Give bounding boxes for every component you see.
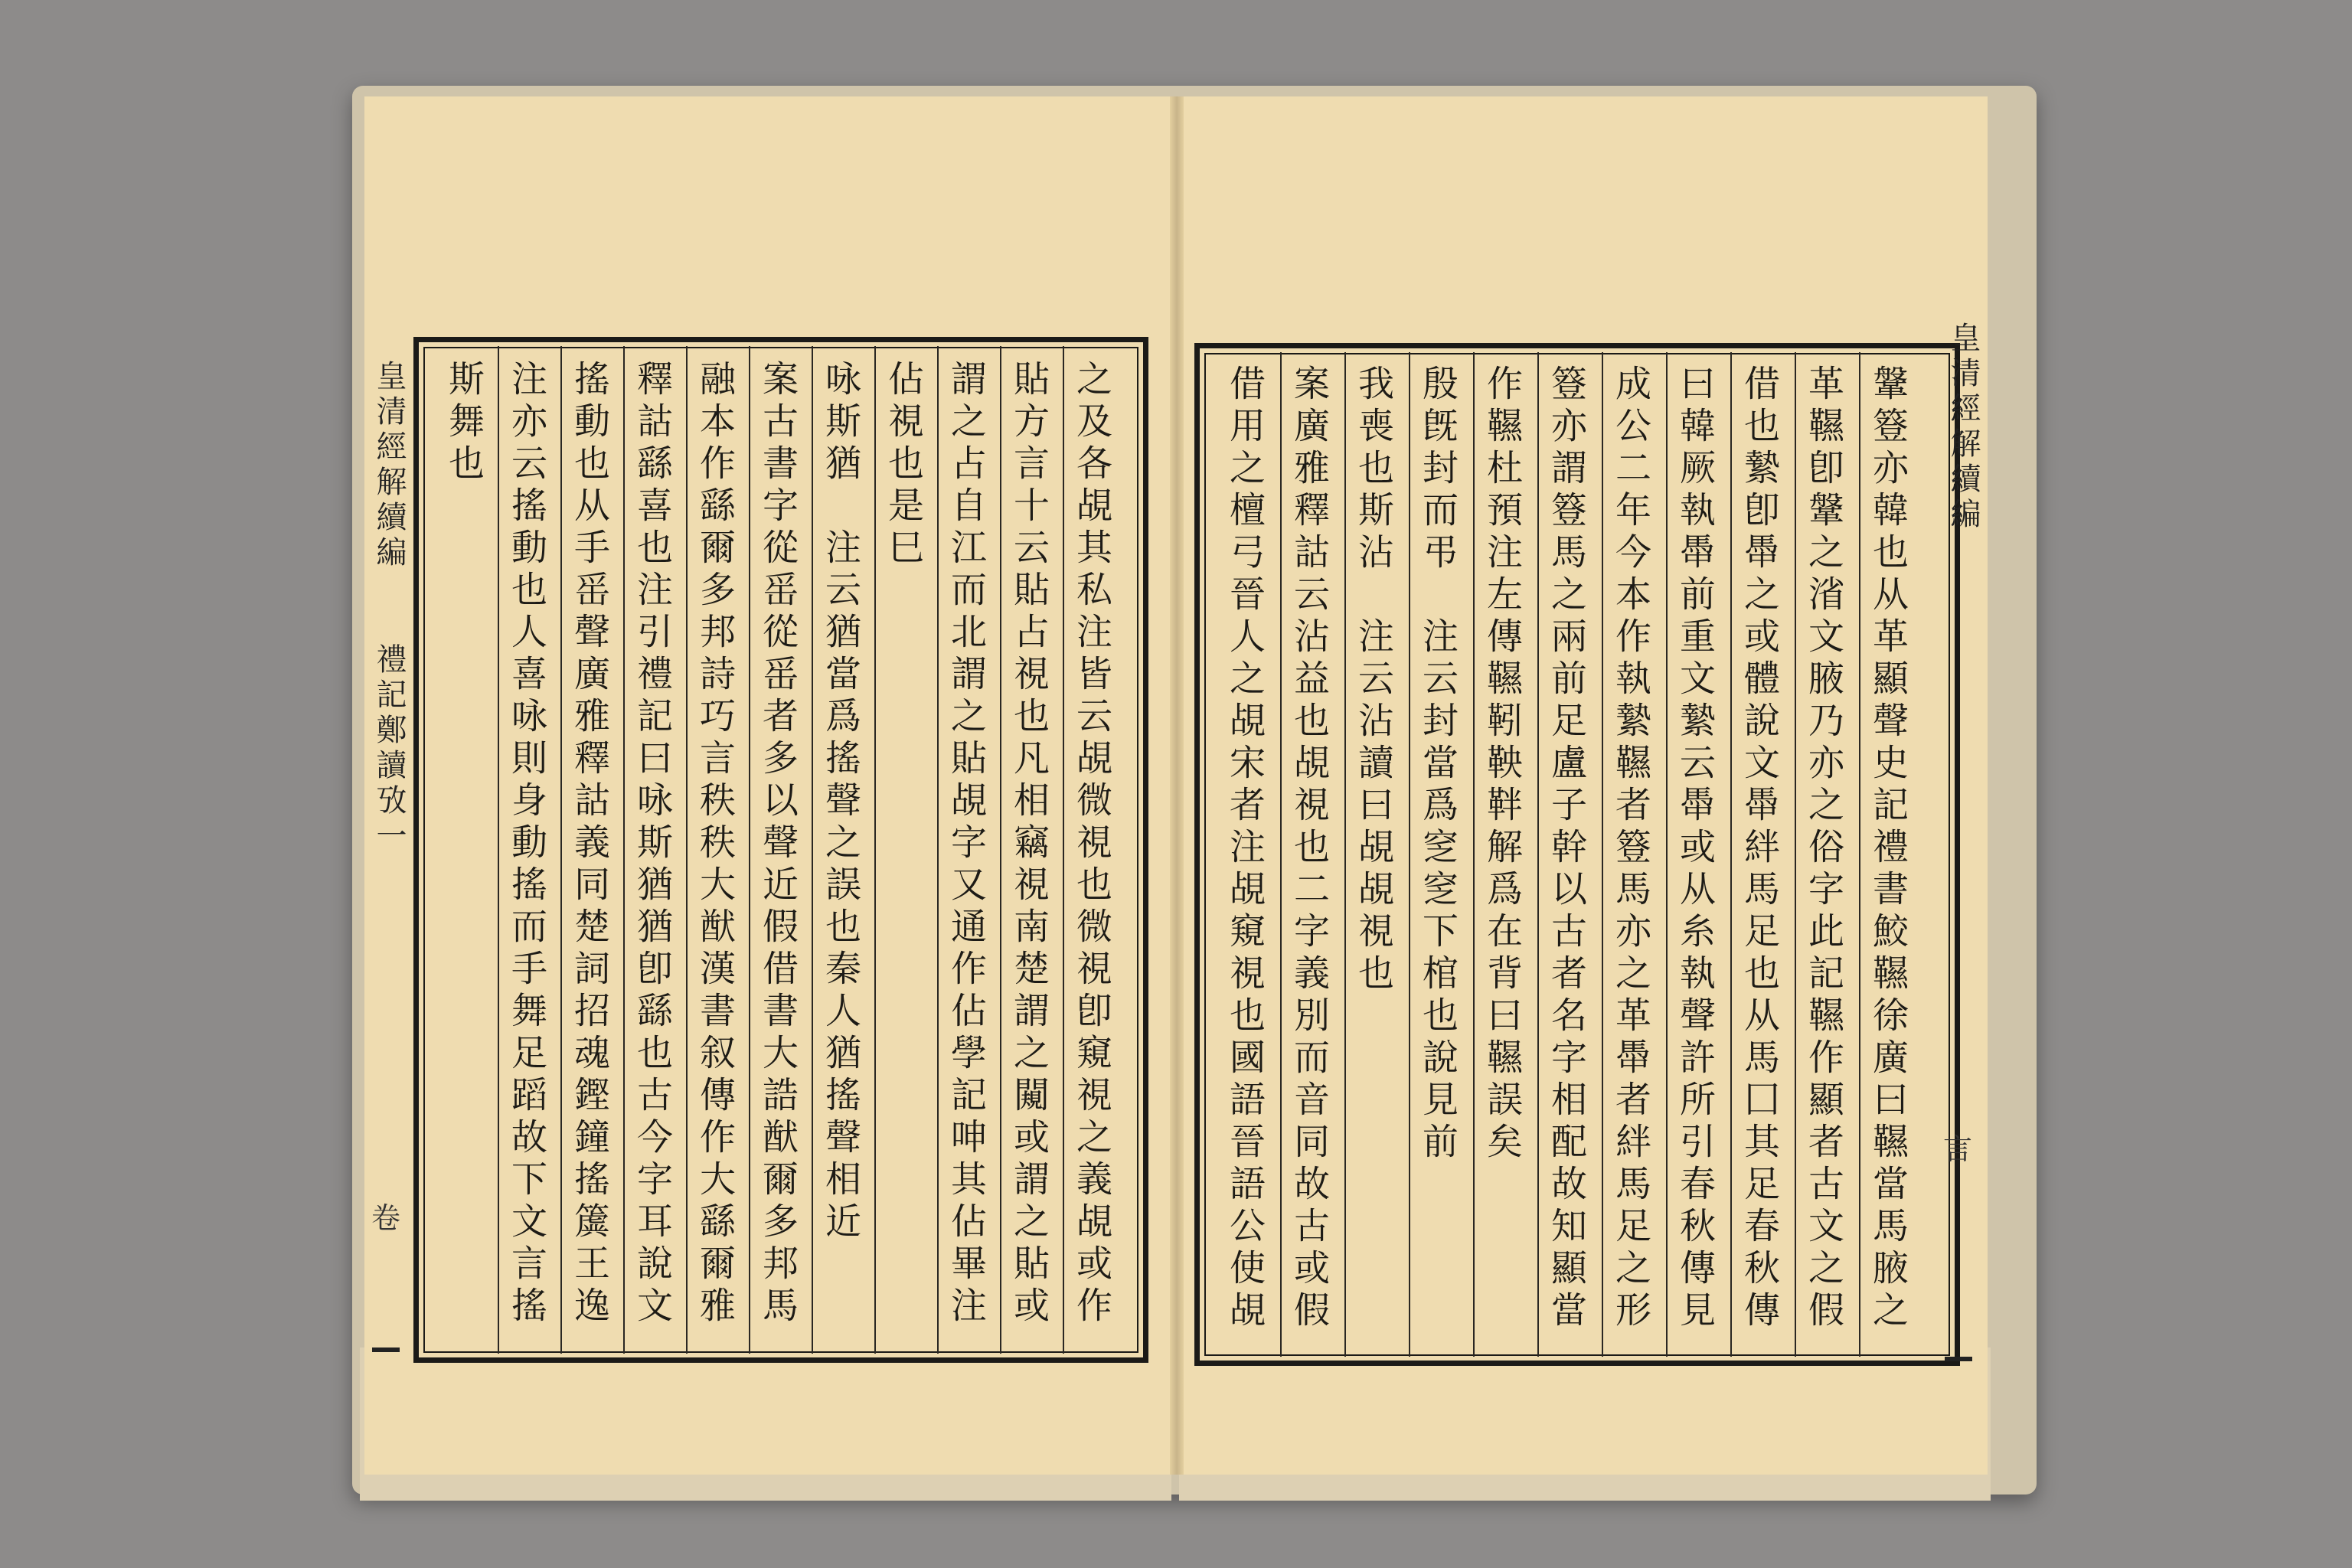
left-column-8: 釋詁繇喜也注引禮記曰咏斯猶猶卽繇也古今字耳說文: [631, 360, 673, 1328]
right-column-2: 革韅卽鞶之渻文腋乃亦之俗字此記韅作顯者古文之假: [1802, 364, 1844, 1333]
left-column-7: 融本作繇爾多邦詩巧言秩秩大猷漢書叙傳作大繇爾雅: [694, 360, 736, 1328]
left-column-5: 咏斯猶 注云猶當爲搖聲之誤也秦人猶搖聲相近: [819, 360, 861, 1244]
right-folio: 言: [1943, 1132, 1973, 1166]
left-column-1: 之及各覘其私注皆云覘微視也微視卽窺視之義覘或作: [1070, 360, 1112, 1328]
right-column-9: 我喪也斯沾 注云沾讀曰覘覘視也: [1352, 364, 1394, 996]
left-column-11: 斯舞也: [443, 360, 485, 486]
right-column-3: 借也縶卽馽之或體說文馽絆馬足也从馬囗其足春秋傳: [1738, 364, 1780, 1333]
right-column-7: 作韅杜預注左傳韅靷鞅靽解爲在背曰韅誤矣: [1481, 364, 1523, 1165]
right-fold-mark: [1945, 1357, 1972, 1361]
left-fold-mark: [372, 1348, 400, 1352]
left-column-3: 謂之占自江而北謂之貼覘字又通作佔學記呻其佔畢注: [945, 360, 987, 1328]
right-column-8: 殷旣封而弔 注云封當爲窆窆下棺也說見前: [1416, 364, 1459, 1165]
right-margin-title: 皇清經解續編: [1945, 322, 1981, 533]
left-folio: 卷: [371, 1201, 401, 1235]
left-margin-title: 皇清經解續編: [371, 360, 407, 571]
left-section-title: 禮記鄭讀攷一: [371, 643, 407, 854]
right-column-10: 案廣雅釋詁云沾益也覘視也二字義別而音同故古或假: [1288, 364, 1330, 1333]
right-column-11: 借用之檀弓晉人之覘宋者注覘窺視也國語晉語公使覘: [1223, 364, 1266, 1333]
right-column-6: 簦亦謂簦馬之兩前足盧子幹以古者名字相配故知顯當: [1545, 364, 1587, 1333]
left-column-10: 注亦云搖動也人喜咏則身動搖而手舞足蹈故下文言搖: [505, 360, 547, 1328]
left-column-6: 案古書字從䍃從䍃者多以聲近假借書大誥猷爾多邦馬: [756, 360, 799, 1328]
left-column-9: 搖動也从手䍃聲廣雅釋詁義同楚詞招魂鏗鐘搖簴王逸: [568, 360, 610, 1328]
left-column-2: 貼方言十云貼占視也凡相竊視南楚謂之闚或謂之貼或: [1008, 360, 1050, 1328]
right-column-1: 鞶簦亦韓也从革顯聲史記禮書鮫韅徐廣曰韅當馬腋之: [1867, 364, 1909, 1333]
left-column-4: 佔視也是巳: [882, 360, 924, 570]
right-column-4: 曰韓厥執馽前重文縶云馽或从糸執聲許所引春秋傳見: [1674, 364, 1716, 1333]
book-gutter: [1170, 96, 1184, 1475]
right-column-5: 成公二年今本作執縶韅者簦馬亦之革馽者絆馬足之形: [1609, 364, 1651, 1333]
